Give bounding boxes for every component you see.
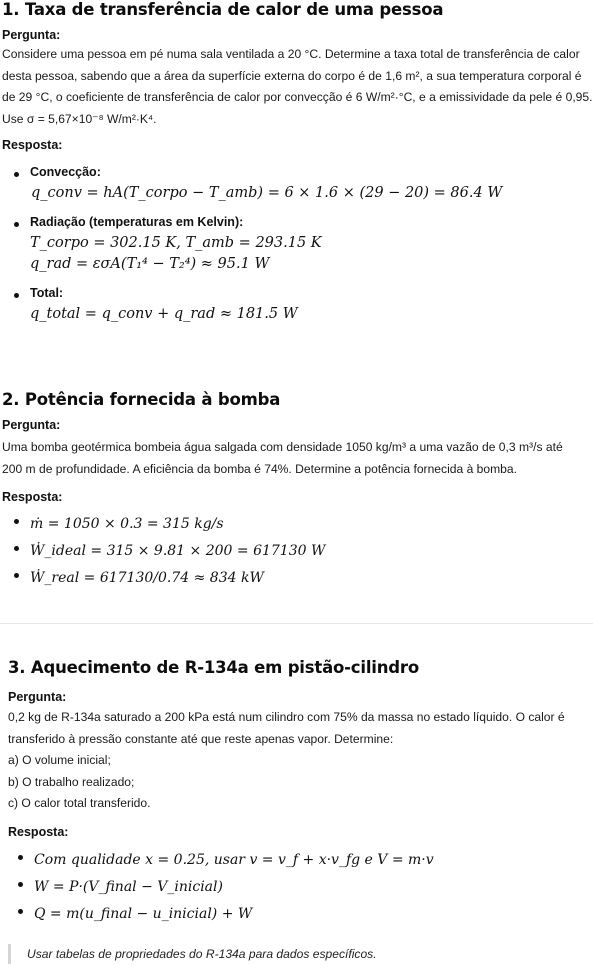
question-line: de 29 °C, o coeficiente de transferência de calor por convecção é 6 W/m²·°C, e a emissividade da pele é 0,95. bbox=[2, 90, 593, 105]
math-line bbox=[30, 183, 593, 204]
note-text: Usar tabelas de propriedades do R-134a para dados específicos. bbox=[27, 947, 377, 961]
question-line: Considere uma pessoa em pé numa sala ventilada a 20 °C. Determine a taxa total de transferência de calor bbox=[2, 47, 580, 61]
list-item-mass-flow bbox=[6, 511, 593, 538]
section-3-question-label: Pergunta: bbox=[8, 690, 67, 704]
section-divider bbox=[0, 623, 593, 624]
math-text: q_total = q_conv + q_rad ≈ 181.5 W bbox=[30, 306, 298, 322]
list-item-real-power bbox=[6, 565, 593, 592]
math-text: Ẇ_real = 617130/0.74 ≈ 834 kW bbox=[30, 570, 264, 586]
question-line: b) O trabalho realizado; bbox=[8, 774, 135, 789]
math-text: Ẇ_ideal = 315 × 9.81 × 200 = 617130 W bbox=[30, 543, 326, 559]
section-3-title: 3. Aquecimento de R-134a em pistão-cilindro bbox=[8, 658, 419, 677]
section-1-answer-label: Resposta: bbox=[2, 138, 63, 152]
section-1-answer-list bbox=[6, 164, 593, 325]
question-line: 200 m de profundidade. A eficiência da bomba é 74%. Determine a potência fornecida à bomba. bbox=[2, 461, 517, 476]
section-3-answer-list bbox=[10, 847, 593, 928]
section-2-answer-label: Resposta: bbox=[2, 490, 63, 504]
section-2-answer-list bbox=[6, 511, 593, 592]
section-2-question-label: Pergunta: bbox=[2, 418, 61, 432]
question-line: c) O calor total transferido. bbox=[8, 796, 151, 811]
note-blockquote bbox=[8, 944, 377, 964]
section-3-question bbox=[8, 707, 593, 815]
question-line: transferido à pressão constante até que reste apenas vapor. Determine: bbox=[8, 731, 394, 746]
list-item-total bbox=[6, 285, 593, 325]
math-line bbox=[30, 254, 593, 275]
list-item-work bbox=[10, 874, 593, 901]
section-1-title: 1. Taxa de transferência de calor de uma pessoa bbox=[2, 0, 444, 19]
list-item-radiation bbox=[6, 214, 593, 275]
question-line: Use σ = 5,67×10⁻⁸ W/m²·K⁴. bbox=[2, 111, 157, 126]
section-3-answer-label: Resposta: bbox=[8, 825, 69, 839]
section-2-question bbox=[2, 437, 593, 480]
question-line: a) O volume inicial; bbox=[8, 753, 111, 768]
math-text: T_corpo = 302.15 K, T_amb = 293.15 K bbox=[30, 235, 322, 251]
section-1-question-label: Pergunta: bbox=[2, 28, 61, 42]
question-line: Uma bomba geotérmica bombeia água salgada com densidade 1050 kg/m³ a uma vazão de 0,3 m³/s até bbox=[2, 440, 563, 454]
math-text: q_conv = hA(T_corpo − T_amb) = 6 × 1.6 × (29 − 20) = 86.4 W bbox=[31, 185, 503, 201]
item-title: Convecção: bbox=[30, 165, 101, 179]
math-text: Q = m(u_final − u_inicial) + W bbox=[34, 906, 253, 922]
list-item-heat bbox=[10, 901, 593, 928]
math-line bbox=[30, 304, 593, 325]
math-text: q_rad = εσA(T₁⁴ − T₂⁴) ≈ 95.1 W bbox=[30, 256, 270, 272]
item-title: Total: bbox=[30, 286, 64, 300]
math-line bbox=[30, 233, 593, 254]
math-text: W = P·(V_final − V_inicial) bbox=[34, 879, 223, 895]
math-text: Com qualidade x = 0.25, usar v = v_f + x·v_fg e V = m·v bbox=[34, 852, 434, 868]
question-line: 0,2 kg de R-134a saturado a 200 kPa está num cilindro com 75% da massa no estado líquido. O calor é bbox=[8, 710, 565, 724]
question-line: desta pessoa, sabendo que a área da superfície externa do corpo é de 1,6 m², a sua temperatura corporal é bbox=[2, 68, 582, 83]
list-item-quality bbox=[10, 847, 593, 874]
list-item-ideal-power bbox=[6, 538, 593, 565]
section-2-title: 2. Potência fornecida à bomba bbox=[2, 390, 281, 409]
item-title: Radiação (temperaturas em Kelvin): bbox=[30, 215, 244, 229]
math-text: ṁ = 1050 × 0.3 = 315 kg/s bbox=[30, 516, 224, 532]
list-item-convection bbox=[6, 164, 593, 204]
section-1-question bbox=[2, 44, 593, 130]
